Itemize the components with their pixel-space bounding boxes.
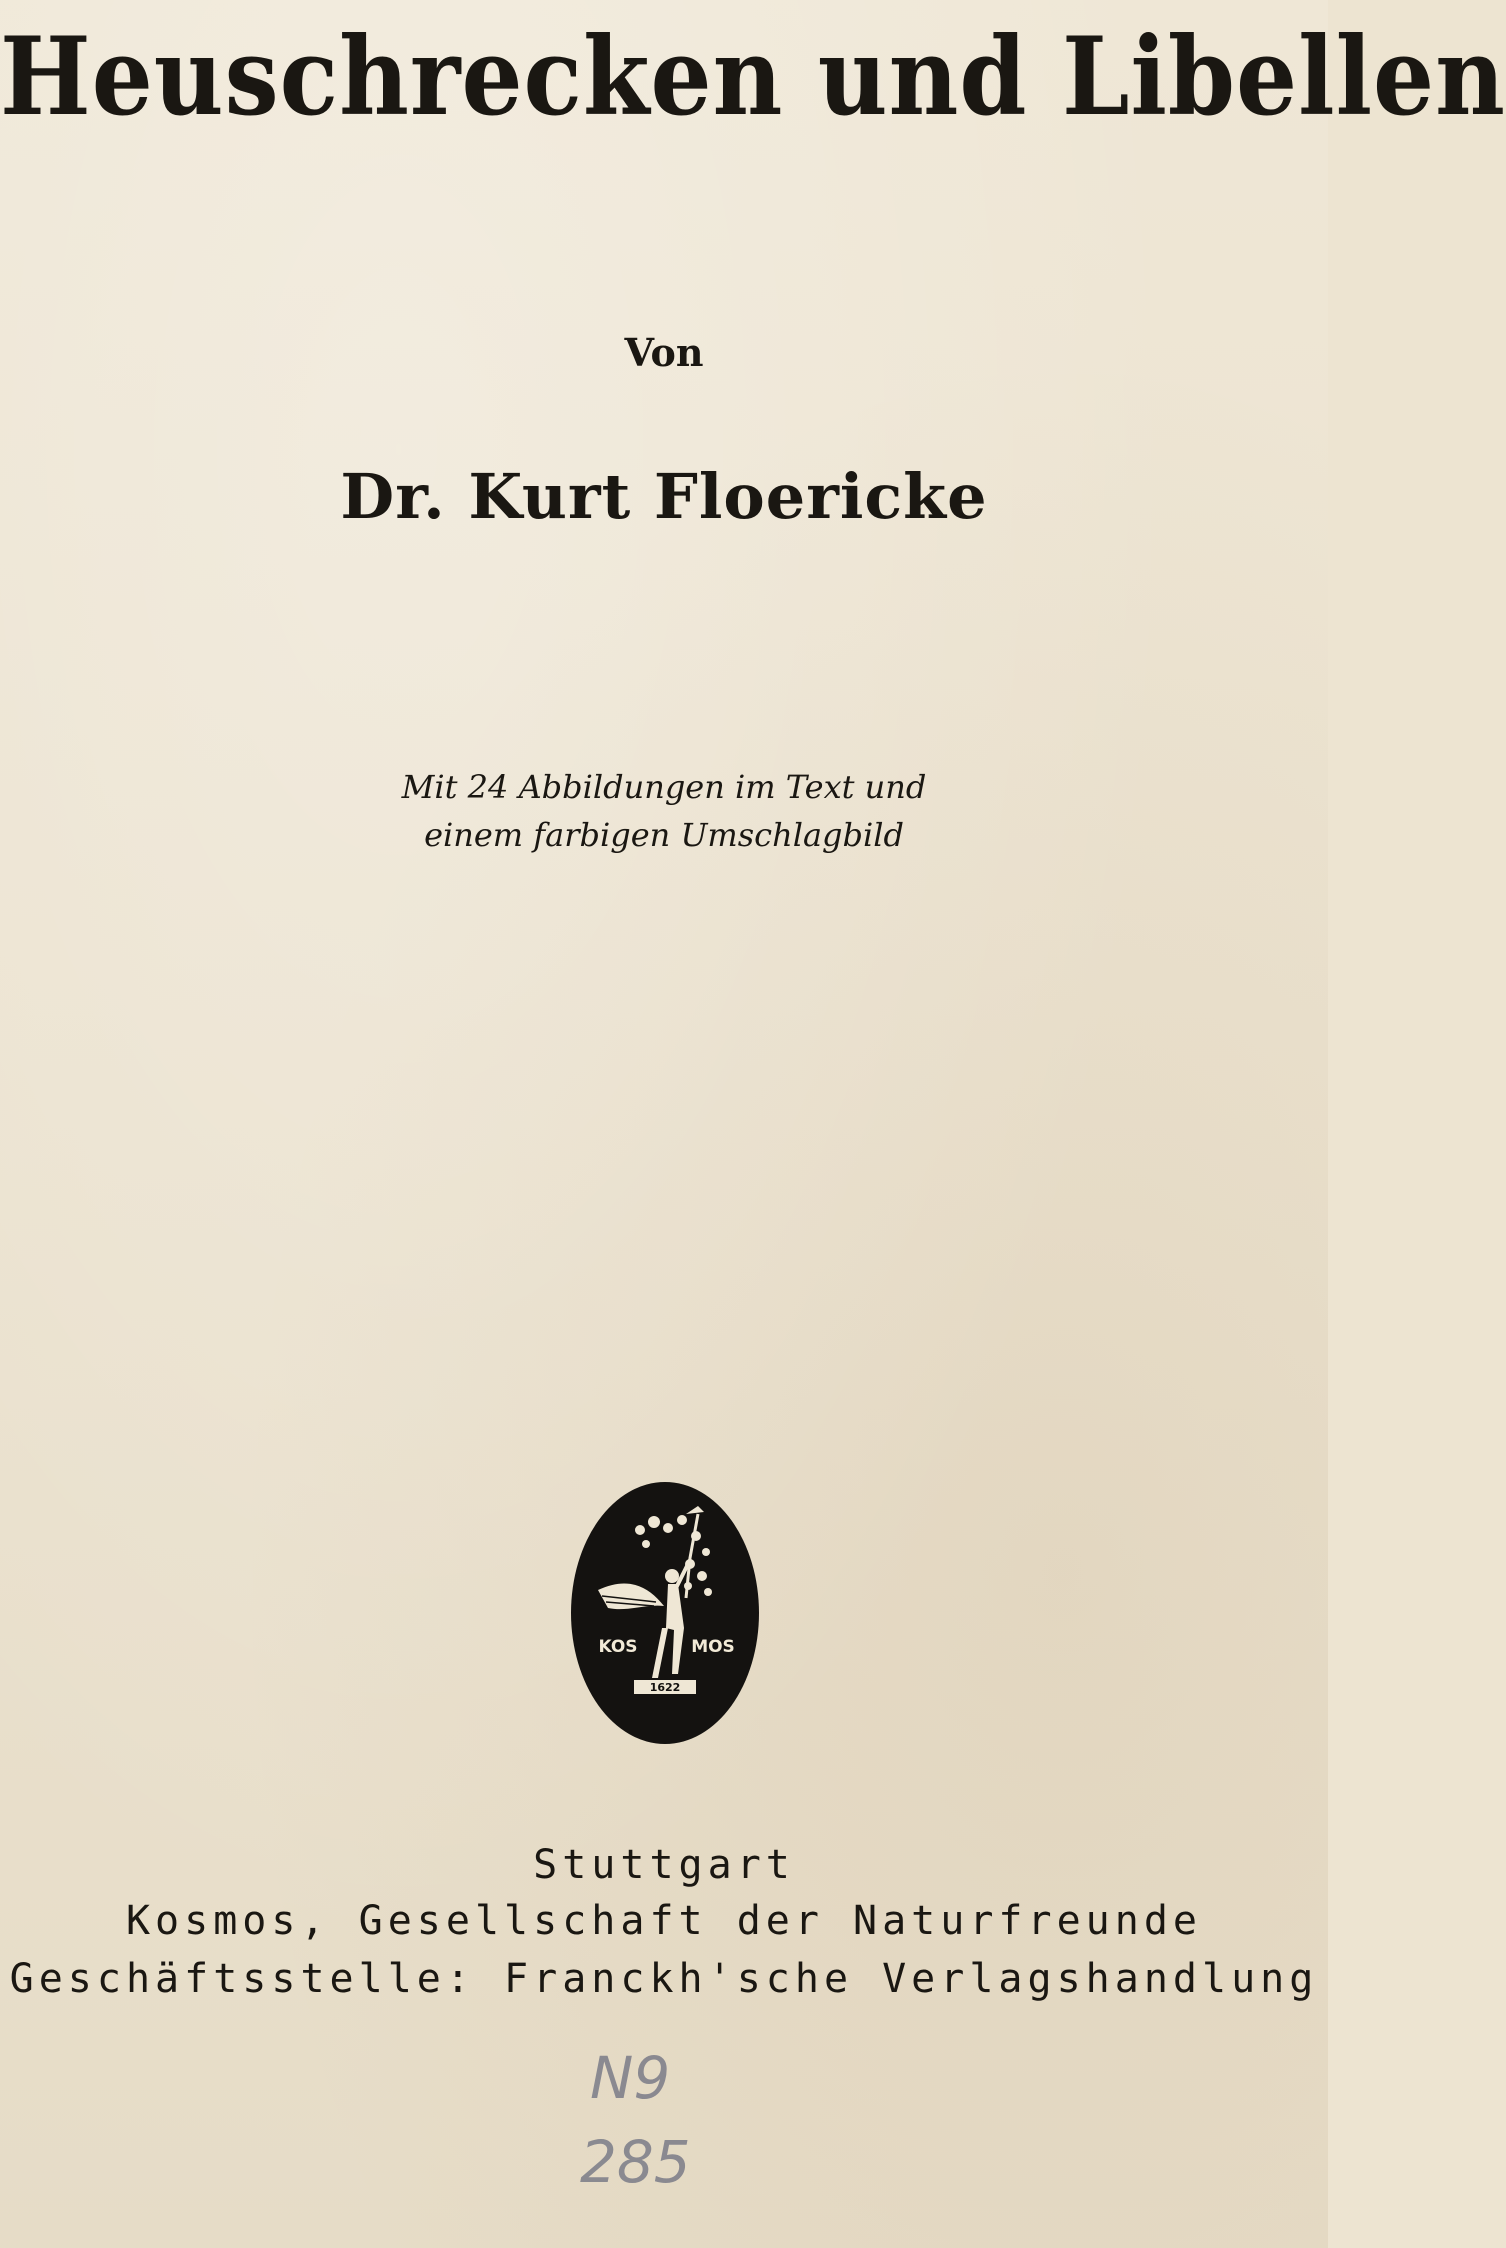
imprint-office: Geschäftsstelle: Franckh'sche Verlagshandlung xyxy=(9,1956,1319,2002)
pencil-note-catalog: 285 xyxy=(580,2128,691,2196)
author-name: Dr. Kurt Floericke xyxy=(340,460,988,533)
emblem-label-left: KOS xyxy=(598,1637,638,1657)
illustrations-note-line-1: Mit 24 Abbildungen im Text und xyxy=(401,768,927,806)
book-title: Heuschrecken und Libellen xyxy=(0,13,1506,140)
emblem-date: 1622 xyxy=(649,1681,681,1694)
imprint-publisher: Kosmos, Gesellschaft der Naturfreunde xyxy=(125,1898,1203,1944)
kosmos-emblem-icon xyxy=(568,1478,762,1748)
emblem-label-right: MOS xyxy=(691,1637,735,1657)
illustrations-note-line-2: einem farbigen Umschlagbild xyxy=(424,816,904,854)
imprint-city: Stuttgart xyxy=(533,1842,795,1888)
pencil-note-number: N9 xyxy=(590,2044,671,2112)
byline-von: Von xyxy=(624,330,704,375)
